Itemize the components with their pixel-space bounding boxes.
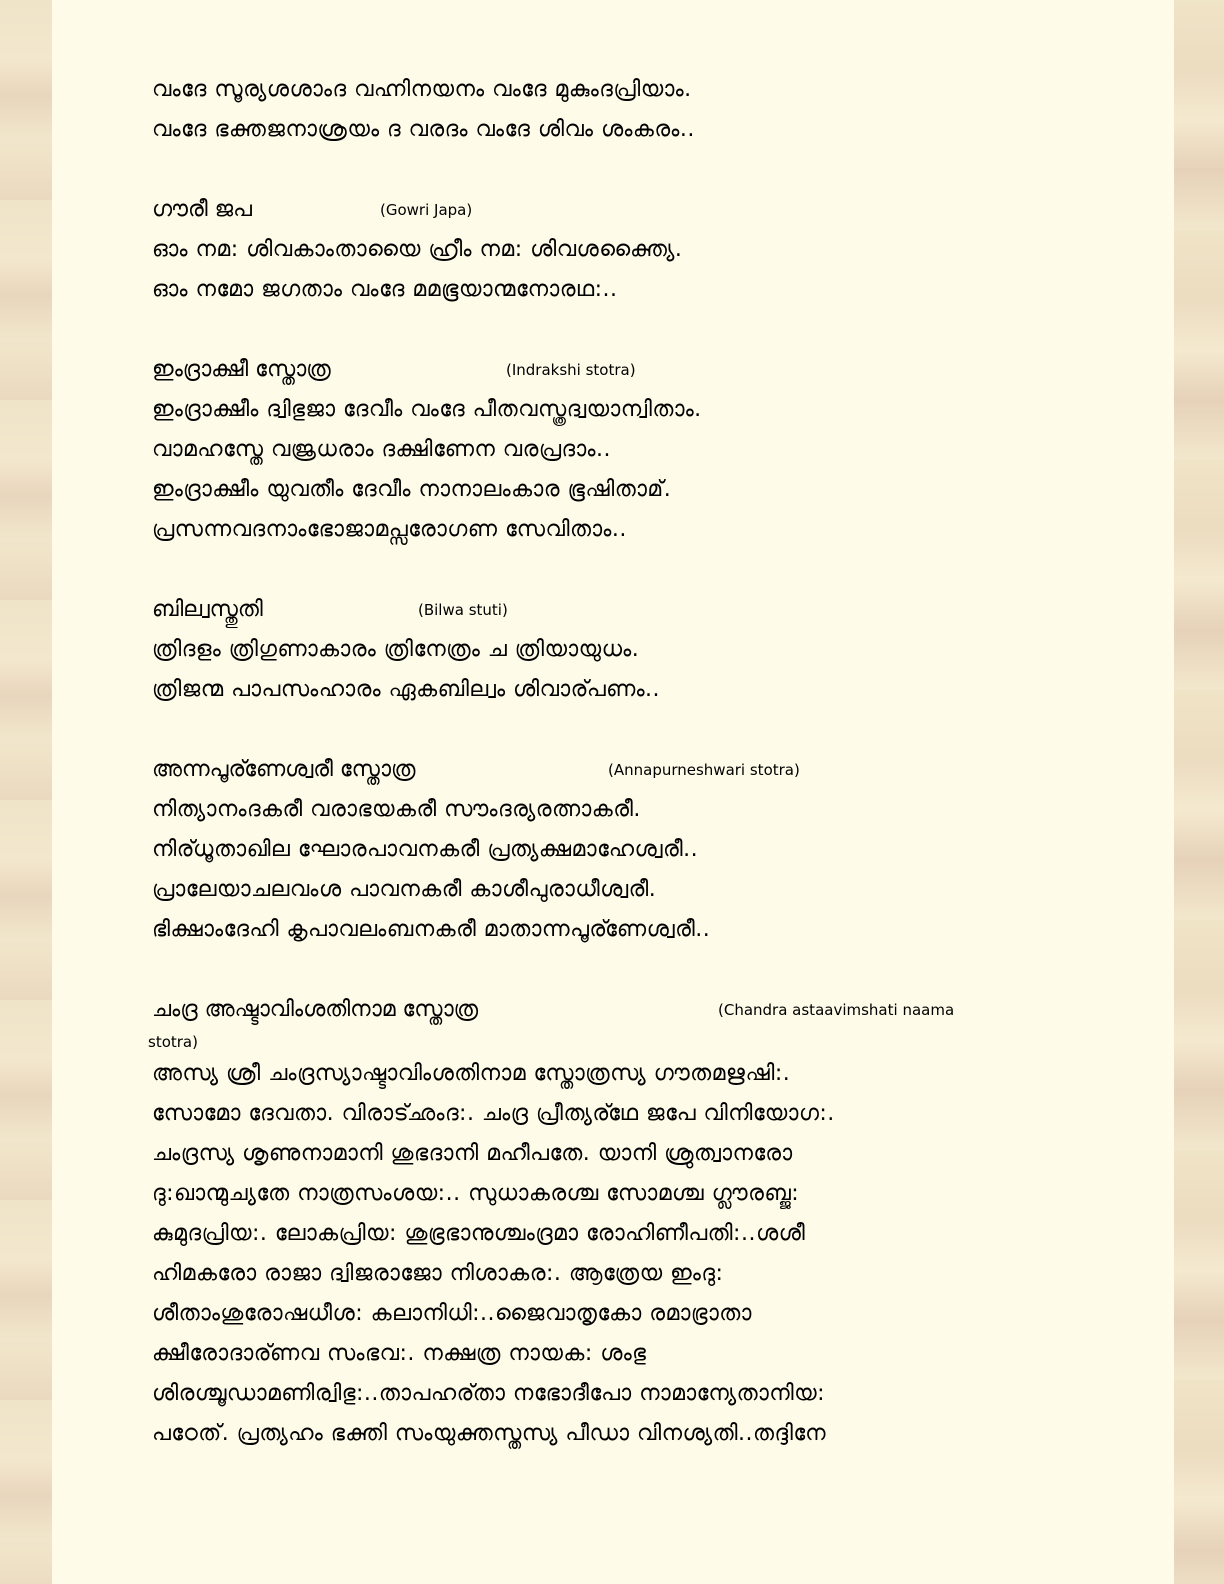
verse-line: ഭിക്ഷാംദേഹി കൃപാവലംബനകരീ മാതാന്നപൂര്ണേശ്വരീ.. (152, 917, 711, 942)
section-title: അന്നപൂര്ണേശ്വരീ സ്തോത്ര (152, 757, 416, 782)
verse-line: ക്ഷീരോദാര്ണവ സംഭവ:. നക്ഷത്ര നായക: ശംഭു (152, 1341, 647, 1366)
paper-edge-right (1174, 0, 1224, 1584)
verse-line: വാമഹസ്തേ വജ്രധരാം ദക്ഷിണേന വരപ്രദാം.. (152, 437, 611, 462)
document-page (52, 0, 1174, 1584)
section-heading-chandra-stotra (152, 990, 1102, 1030)
verse-line: ത്രിജന്മ പാപസംഹാരം ഏകബില്വം ശിവാര്പണം.. (152, 677, 661, 702)
verse-line: ഇംദ്രാക്ഷീം യുവതീം ദേവീം നാനാലംകാര ഭൂഷിതാമ്. (152, 477, 672, 502)
verse-line: വംദേ ഭക്തജനാശ്രയം ദ വരദം വംദേ ശിവം ശംകരം.. (152, 117, 695, 142)
section-transliteration-wrap: stotra) (148, 1033, 198, 1051)
section-heading-annapurneshwari-stotra (152, 750, 1102, 790)
verse-line: നിര്ധൂതാഖില ഘോരപാവനകരീ പ്രത്യക്ഷമാഹേശ്വരീ.. (152, 837, 699, 862)
verse-line: അസ്യ ശ്രീ ചംദ്രസ്യാഷ്ടാവിംശതിനാമ സ്തോത്രസ്യ ഗൗതമഋഷി:. (152, 1061, 791, 1086)
verse-line: ഓം നമോ ജഗതാം വംദേ മമഭൂയാന്മനോരഥ:.. (152, 277, 618, 302)
section-title: ചംദ്ര അഷ്ടാവിംശതിനാമ സ്തോത്ര (152, 997, 479, 1022)
section-transliteration: (Annapurneshwari stotra) (608, 761, 800, 779)
verse-line: ഇംദ്രാക്ഷീം ദ്വിഭുജാ ദേവീം വംദേ പീതവസ്ത്രദ്വയാന്വിതാം. (152, 397, 702, 422)
verse-line: ഹിമകരോ രാജാ ദ്വിജരാജോ നിശാകര:. ആത്രേയ ഇംദു: (152, 1261, 724, 1286)
document-content (148, 70, 1102, 1454)
verse-line: ദു:ഖാന്മുച്യതേ നാത്രസംശയ:.. സുധാകരശ്ച സോമശ്ച ഗ്ലൗരബ്ജ: (152, 1181, 800, 1206)
section-transliteration: (Chandra astaavimshati naama (718, 1001, 955, 1019)
verse-line: സോമോ ദേവതാ. വിരാട്ഛംദ:. ചംദ്ര പ്രീത്യര്ഥേ ജപേ വിനിയോഗ:. (152, 1101, 835, 1126)
verse-line: ശിരശ്ചൂഡാമണിര്വിഭു:..താപഹര്താ നഭോദീപോ നാമാന്യേതാനിയ: (152, 1381, 826, 1406)
section-transliteration: (Bilwa stuti) (418, 601, 508, 619)
section-heading-indrakshi-stotra (152, 350, 1102, 390)
verse-line: വംദേ സൂര്യശശാംദ വഹ്നിനയനം വംദേ മുകുംദപ്രിയാം. (152, 77, 692, 102)
verse-line: കുമുദപ്രിയ:. ലോകപ്രിയ: ശുഭ്രഭാനുശ്ചംദ്രമാ രോഹിണീപതി:..ശശീ (152, 1221, 806, 1246)
section-title: ബില്വസ്തുതി (152, 597, 263, 622)
section-transliteration: (Gowri Japa) (380, 201, 473, 219)
section-title: ഇംദ്രാക്ഷീ സ്തോത്ര (152, 357, 331, 382)
section-heading-bilwa-stuti (152, 590, 1102, 630)
section-title: ഗൗരീ ജപ (152, 197, 252, 222)
verse-line: ത്രിദളം ത്രിഗുണാകാരം ത്രിനേത്രം ച ത്രിയായുധം. (152, 637, 640, 662)
section-transliteration: (Indrakshi stotra) (506, 361, 636, 379)
verse-line: നിത്യാനംദകരീ വരാഭയകരീ സൗംദര്യരത്നാകരീ. (152, 797, 641, 822)
verse-line: പഠേത്. പ്രത്യഹം ഭക്തി സംയുക്തസ്തസ്യ പീഡാ വിനശ്യതി..തദ്ദിനേ (152, 1421, 827, 1446)
verse-line: ചംദ്രസ്യ ശൃണുനാമാനി ശുഭദാനി മഹീപതേ. യാനി ശ്രുത്വാനരോ (152, 1141, 793, 1166)
verse-line: ഓം നമ: ശിവകാംതായൈ ഹ്രീം നമ: ശിവശക്ത്യൈ. (152, 237, 683, 262)
paper-edge-left (0, 0, 52, 1584)
verse-line: പ്രാലേയാചലവംശ പാവനകരീ കാശീപുരാധീശ്വരീ. (152, 877, 657, 902)
verse-line: പ്രസന്നവദനാംഭോജാമപ്സരോഗണ സേവിതാം.. (152, 517, 627, 542)
section-heading-gowri-japa (152, 190, 1102, 230)
verse-line: ശീതാംശുരോഷധീശ: കലാനിധി:..ജൈവാതൃകോ രമാഭ്രാതാ (152, 1301, 752, 1326)
